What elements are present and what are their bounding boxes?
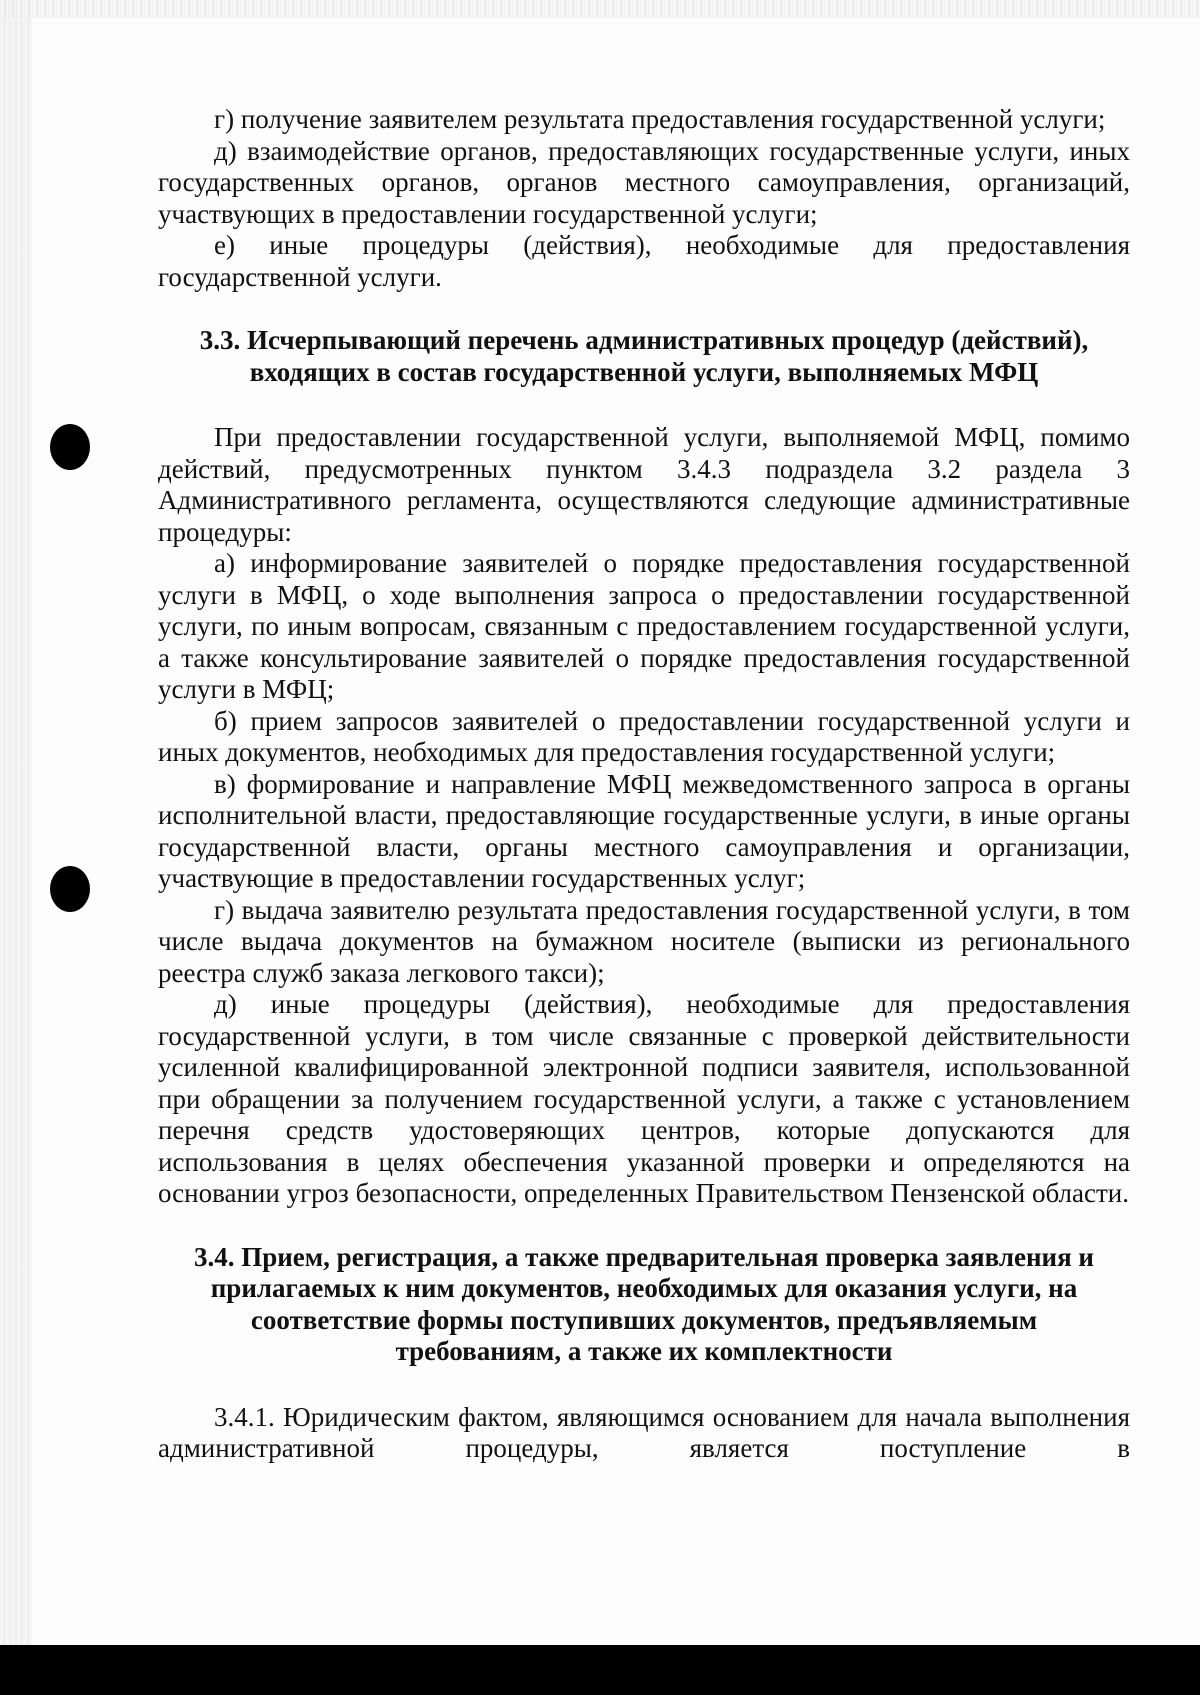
heading-line: 3.4. Прием, регистрация, а также предварительная проверка заявления и	[193, 1241, 1094, 1272]
scan-edge-left	[0, 0, 32, 1645]
paragraph-3-4-1: 3.4.1. Юридическим фактом, являющимся основанием для начала выполнения административной процедуры, является поступление в	[158, 1401, 1130, 1463]
document-body	[158, 104, 1130, 1465]
list-item: б) прием запросов заявителей о предоставлении государственной услуги и иных документов, необходимых для предоставления государственной услуги;	[158, 705, 1130, 767]
scan-bottom-border	[0, 1645, 1200, 1695]
list-item: в) формирование и направление МФЦ межведомственного запроса в органы исполнительной власти, предоставляющие государственные услуги, в иные органы государственной власти, органы местного самоуправления и организации, участвующие в предоставлении государственных услуг;	[158, 768, 1130, 893]
heading-line: требованиям, а также их комплектности	[395, 1336, 893, 1366]
heading-line: входящих в состав государственной услуги, выполняемых МФЦ	[249, 356, 1039, 387]
scan-edge-top	[0, 0, 1200, 18]
list-item: д) иные процедуры (действия), необходимые для предоставления государственной услуги, в том числе связанные с проверкой действительности усиленной квалифицированной электронной подписи заявителя, использованной при обращении за получением государственной услуги, а также с установлением перечня средств удостоверяющих центров, которые допускаются для использования в целях обеспечения указанной проверки и определяются на основании угроз безопасности, определенных Правительством Пензенской области.	[158, 989, 1130, 1208]
punch-hole-icon	[50, 866, 90, 912]
heading-line: соответствие формы поступивших документов, предъявляемым	[250, 1304, 1038, 1335]
list-item: г) получение заявителем результата предоставления государственной услуги;	[214, 104, 1106, 134]
punch-hole-icon	[50, 424, 90, 470]
list-item: а) информирование заявителей о порядке предоставления государственной услуги в МФЦ, о ходе выполнения запроса о предоставлении государственной услуги, по иным вопросам, связанным с предоставлением государственной услуги, а также консультирование заявителей о порядке предоставления государственной услуги в МФЦ;	[158, 548, 1130, 704]
list-item: г) выдача заявителю результата предоставления государственной услуги, в том числе выдача документов на бумажном носителе (выписки из регионального реестра служб заказа легкового такси);	[158, 894, 1130, 988]
list-item: д) взаимодействие органов, предоставляющих государственные услуги, иных государственных органов, органов местного самоуправления, организаций, участвующих в предоставлении государственной услуги;	[158, 135, 1130, 229]
section-intro: При предоставлении государственной услуги, выполняемой МФЦ, помимо действий, предусмотренных пунктом 3.4.3 подраздела 3.2 раздела 3 Административного регламента, осуществляются следующие административные процедуры:	[158, 422, 1130, 547]
list-item: е) иные процедуры (действия), необходимые для предоставления государственной услуги.	[158, 230, 1130, 292]
heading-line: 3.3. Исчерпывающий перечень административных процедур (действий),	[199, 325, 1089, 355]
heading-line: прилагаемых к ним документов, необходимых для оказания услуги, на	[210, 1273, 1078, 1303]
section-heading-3-3	[158, 325, 1130, 388]
section-heading-3-4	[158, 1242, 1130, 1368]
